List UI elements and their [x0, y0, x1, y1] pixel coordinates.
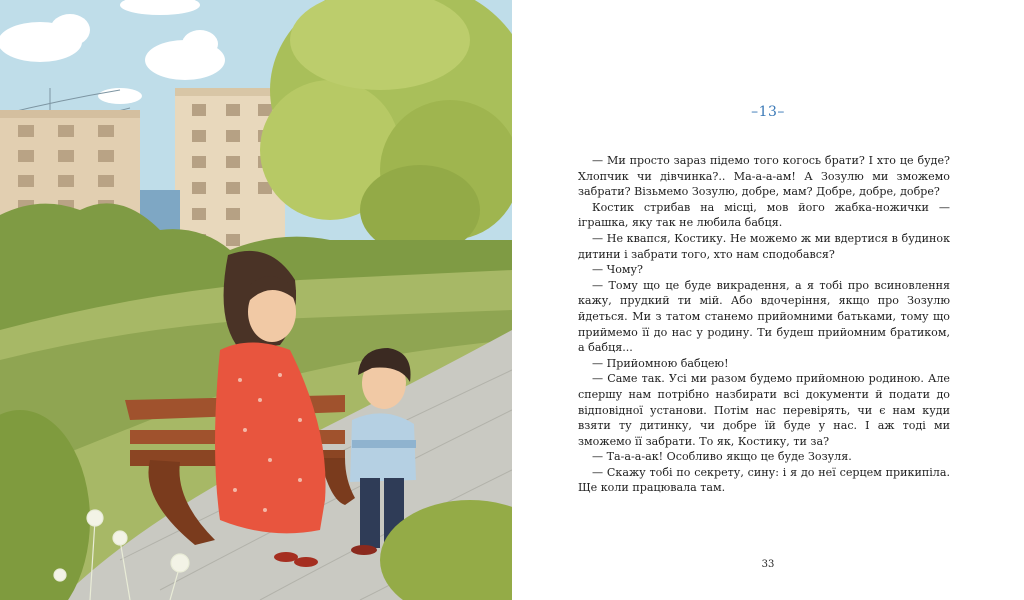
paragraph: — Прийомною бабцею!	[592, 356, 729, 370]
paragraph: — Чому?	[592, 263, 643, 277]
page-number: 33	[761, 559, 775, 570]
paragraph: — Саме так. Усі ми разом будемо прийомною родиною. Але спершу нам потрібно назбирати всі документи й подати до відповідної установи. Потім нас перевірять, чи є нам куди взяти ту дитинку, чи добре їй буде у нас. І аж тоді ми зможемо її забрати. То як, Костику, ти за?	[578, 372, 950, 448]
paragraph: — Тому що це буде викрадення, а я тобі про всиновлення кажу, прудкий ти мій. Або вдочеріння, якщо про Зозулю йдеться. Ми з татом станемо прийомними батьками, тому що приймемо її до нас у родину. Ти будеш прийомним братиком, а бабця...	[578, 278, 950, 355]
body-text	[578, 153, 950, 496]
text-page	[512, 0, 1024, 600]
paragraph: — Не квапся, Костику. Не можемо ж ми вдертися в будинок дитини і забрати того, хто нам сподобався?	[578, 231, 950, 261]
paragraph: — Та-а-а-ак! Особливо якщо це буде Зозуля.	[592, 450, 852, 464]
paragraph: Костик стрибав на місці, мов його жабка-ножички — іграшка, яку так не любила бабця.	[578, 200, 950, 230]
paragraph: — Скажу тобі по секрету, сину: і я до неї серцем прикипіла. Ще коли працювала там.	[578, 465, 950, 495]
paragraph: — Ми просто зараз підемо того когось брати? І хто це буде? Хлопчик чи дівчинка?.. Ма-а-а-ам! А Зозулю ми зможемо забрати? Візьмемо Зозулю, добре, мам? Добре, добре, добре?	[578, 154, 950, 199]
chapter-number: –13–	[751, 104, 785, 120]
